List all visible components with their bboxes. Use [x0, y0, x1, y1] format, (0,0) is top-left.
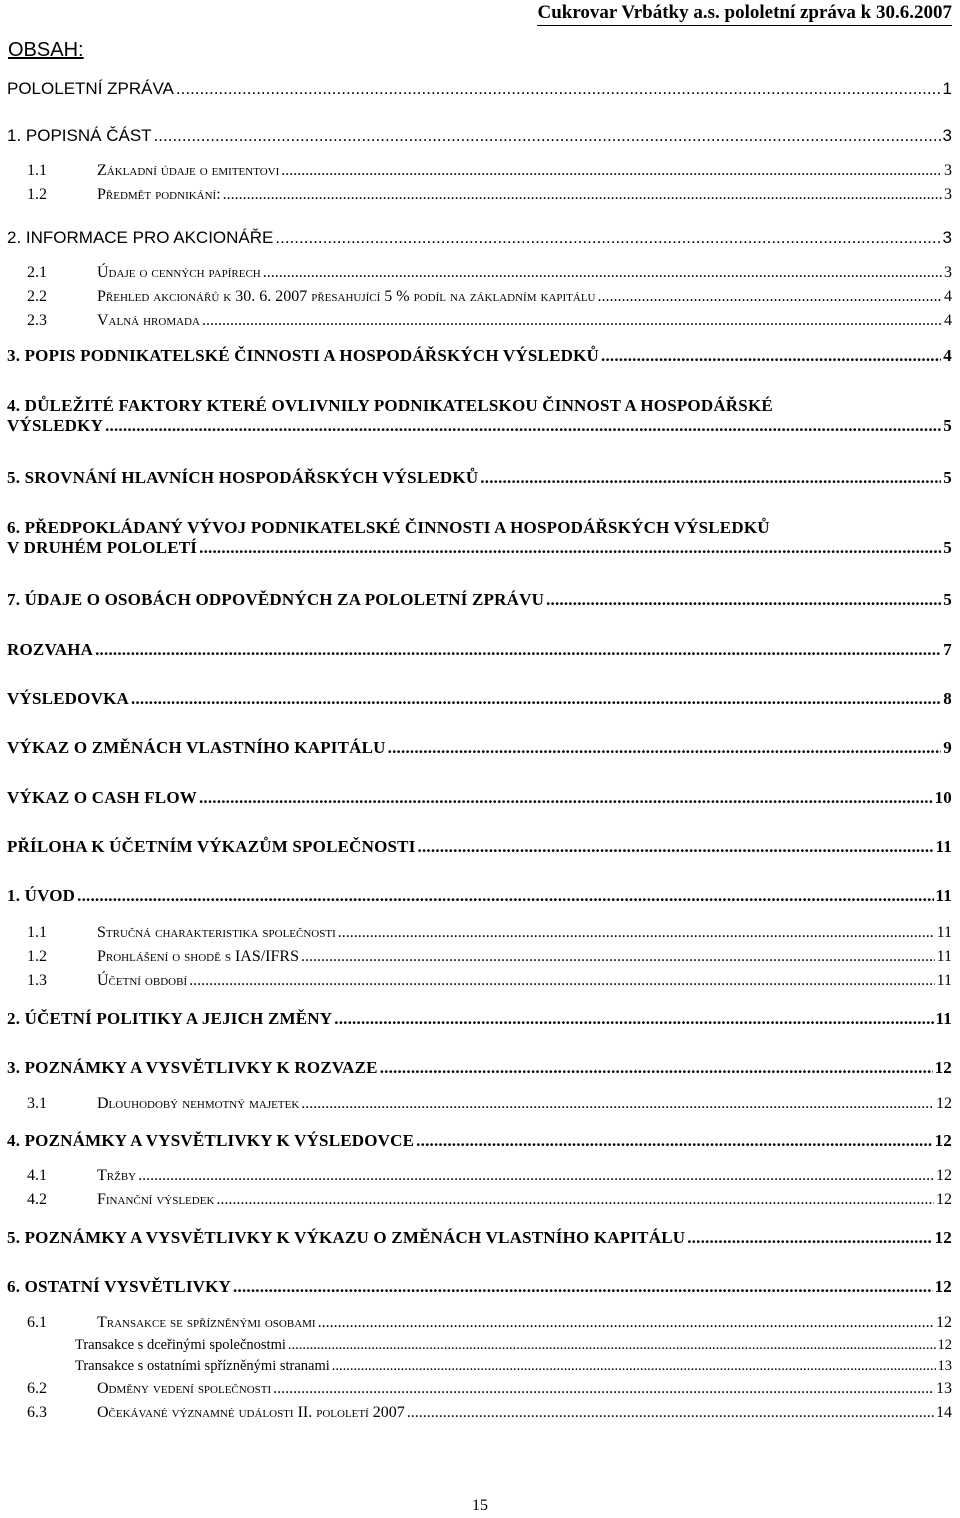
toc-page-number: 12 — [937, 1337, 952, 1353]
toc-page-number: 11 — [935, 837, 952, 856]
toc-page-number: 5 — [943, 468, 952, 487]
toc-entry-text: Údaje o cenných papírech — [97, 264, 261, 281]
toc-page-number: 5 — [943, 537, 952, 557]
toc-entry-number: 1.1 — [27, 162, 47, 179]
toc-page-number: 11 — [935, 886, 952, 905]
toc-leader — [288, 1337, 936, 1354]
toc-page-number: 3 — [944, 162, 952, 179]
toc-entry-text: POLOLETNÍ ZPRÁVA — [7, 79, 174, 98]
toc-entry[interactable] — [7, 1191, 952, 1209]
toc-title: OBSAH: — [8, 39, 84, 61]
toc-entry-text: 2. ÚČETNÍ POLITIKY A JEJICH ZMĚNY — [7, 1009, 333, 1028]
toc-entry[interactable] — [7, 972, 952, 990]
toc-leader — [223, 186, 942, 204]
toc-leader — [301, 1095, 934, 1113]
toc-leader — [131, 689, 941, 709]
toc-page-number: 12 — [936, 1095, 952, 1112]
toc-page-number: 12 — [936, 1314, 952, 1331]
toc-entry-text: 2. INFORMACE PRO AKCIONÁŘE — [7, 228, 274, 247]
toc-entry[interactable] — [7, 288, 952, 306]
toc-entry-text: 6. OSTATNÍ VYSVĚTLIVKY — [7, 1277, 232, 1296]
toc-page-number: 10 — [934, 788, 952, 807]
toc-entry-text: Očekávané významné události II. pololetí 2007 — [97, 1404, 405, 1421]
toc-entry[interactable] — [7, 640, 952, 660]
toc-page-number: 13 — [937, 1358, 952, 1374]
toc-entry[interactable] — [7, 1228, 952, 1248]
toc-entry-number: 6.2 — [27, 1380, 47, 1397]
toc-leader — [154, 126, 941, 146]
toc-page-number: 5 — [943, 415, 952, 435]
toc-leader — [138, 1167, 934, 1185]
toc-entry-number: 4.2 — [27, 1191, 47, 1208]
running-header: Cukrovar Vrbátky a.s. pololetní zpráva k 30.6.2007 — [537, 2, 952, 26]
toc-leader — [418, 837, 934, 857]
toc-page-number: 13 — [936, 1380, 952, 1397]
toc-entry-text-continued: VÝSLEDKY — [7, 415, 104, 435]
toc-entry-number: 2.3 — [27, 312, 47, 329]
toc-page-number: 1 — [942, 79, 952, 98]
toc-entry[interactable] — [7, 312, 952, 330]
toc-leader — [407, 1404, 934, 1422]
toc-leader — [275, 228, 940, 248]
toc-entry-text: Přehled akcionářů k 30. 6. 2007 přesahující 5 % podíl na základním kapitálu — [97, 288, 596, 305]
toc-entry-text: 6. PŘEDPOKLÁDANÝ VÝVOJ PODNIKATELSKÉ ČINNOSTI A HOSPODÁŘSKÝCH VÝSLEDKŮ — [7, 518, 770, 537]
toc-entry[interactable] — [7, 837, 952, 857]
toc-page-number: 14 — [936, 1404, 952, 1421]
toc-entry-number: 1.1 — [27, 924, 47, 941]
toc-leader — [388, 738, 942, 758]
toc-entry-text: Odměny vedení společnosti — [97, 1380, 272, 1397]
toc-page-number: 9 — [943, 738, 952, 757]
toc-leader — [380, 1058, 933, 1078]
toc-entry[interactable] — [7, 886, 952, 906]
toc-entry[interactable] — [7, 1380, 952, 1398]
toc-leader — [601, 346, 941, 366]
toc-entry-text: Tržby — [97, 1167, 137, 1184]
toc-entry-number: 2.1 — [27, 264, 47, 281]
toc-entry[interactable] — [7, 590, 952, 610]
toc-page-number: 3 — [942, 228, 952, 247]
toc-page-number: 11 — [935, 1009, 952, 1028]
toc-entry-number: 6.3 — [27, 1404, 47, 1421]
toc-entry-text: Valná hromada — [97, 312, 200, 329]
toc-entry[interactable] — [7, 948, 952, 966]
toc-entry[interactable] — [75, 1337, 952, 1354]
toc-entry[interactable] — [7, 126, 952, 146]
toc-entry-text: Dlouhodobý nehmotný majetek — [97, 1095, 300, 1112]
toc-leader — [202, 312, 942, 330]
toc-entry-number: 3.1 — [27, 1095, 47, 1112]
toc-page-number: 7 — [943, 640, 952, 659]
toc-entry[interactable] — [7, 1167, 952, 1185]
toc-leader — [480, 468, 941, 488]
toc-entry-text: Transakce se spřízněnými osobami — [97, 1314, 316, 1331]
toc-entry-text: Stručná charakteristika společnosti — [97, 924, 336, 941]
toc-entry[interactable] — [7, 228, 952, 248]
toc-leader — [189, 972, 934, 990]
toc-entry[interactable] — [7, 924, 952, 942]
toc-page-number: 8 — [943, 689, 952, 708]
toc-entry[interactable] — [75, 1358, 952, 1375]
toc-entry[interactable] — [7, 1095, 952, 1113]
toc-entry-number: 1.3 — [27, 972, 47, 989]
toc-leader — [77, 886, 933, 906]
toc-page-number: 3 — [942, 126, 952, 145]
toc-entry[interactable] — [7, 1314, 952, 1332]
toc-entry-text: Transakce s dceřinými společnostmi — [75, 1337, 286, 1353]
toc-leader — [263, 264, 942, 282]
toc-leader — [95, 640, 941, 660]
toc-entry-number: 6.1 — [27, 1314, 47, 1331]
toc-entry-text: 3. POPIS PODNIKATELSKÉ ČINNOSTI A HOSPODÁŘSKÝCH VÝSLEDKŮ — [7, 346, 599, 365]
toc-page-number: 4 — [944, 312, 952, 329]
toc-entry-text: 7. ÚDAJE O OSOBÁCH ODPOVĚDNÝCH ZA POLOLETNÍ ZPRÁVU — [7, 590, 545, 609]
toc-page-number: 3 — [944, 264, 952, 281]
toc-entry-text: 5. SROVNÁNÍ HLAVNÍCH HOSPODÁŘSKÝCH VÝSLEDKŮ — [7, 468, 479, 487]
toc-page-number: 12 — [934, 1058, 952, 1077]
toc-leader — [105, 416, 941, 436]
toc-entry-number: 1.2 — [27, 948, 47, 965]
toc-entry-text: 4. DŮLEŽITÉ FAKTORY KTERÉ OVLIVNILY PODNIKATELSKOU ČINNOST A HOSPODÁŘSKÉ — [7, 396, 773, 415]
toc-entry-text: VÝKAZ O ZMĚNÁCH VLASTNÍHO KAPITÁLU — [7, 738, 386, 757]
toc-page-number: 12 — [934, 1131, 952, 1150]
toc-leader — [546, 590, 941, 610]
toc-leader — [416, 1131, 932, 1151]
toc-entry[interactable] — [7, 186, 952, 204]
toc-entry[interactable] — [7, 518, 952, 557]
toc-page-number: 3 — [944, 186, 952, 203]
toc-entry[interactable] — [7, 689, 952, 709]
toc-entry-text: PŘÍLOHA K ÚČETNÍM VÝKAZŮM SPOLEČNOSTI — [7, 837, 416, 856]
toc-page-number: 11 — [936, 972, 952, 989]
toc-entry-number: 2.2 — [27, 288, 47, 305]
toc-entry-text: 1. POPISNÁ ČÁST — [7, 126, 152, 145]
toc-leader — [273, 1380, 934, 1398]
toc-entry[interactable] — [7, 346, 952, 366]
toc-entry-text: Prohlášení o shodě s IAS/IFRS — [97, 948, 299, 965]
toc-entry[interactable] — [7, 738, 952, 758]
toc-entry[interactable] — [7, 264, 952, 282]
toc-leader — [199, 538, 941, 558]
toc-page-number: 11 — [936, 924, 952, 941]
toc-leader — [281, 162, 942, 180]
toc-leader — [687, 1228, 932, 1248]
toc-leader — [233, 1277, 933, 1297]
toc-entry-text: VÝSLEDOVKA — [7, 689, 129, 708]
toc-leader — [318, 1314, 934, 1332]
toc-entry[interactable] — [7, 468, 952, 488]
toc-entry[interactable] — [7, 1009, 952, 1029]
toc-entry-text: Základní údaje o emitentovi — [97, 162, 280, 179]
toc-entry-text: Transakce s ostatními spřízněnými stranami — [75, 1358, 330, 1374]
toc-leader — [176, 79, 941, 99]
toc-leader — [338, 924, 935, 942]
toc-entry[interactable] — [7, 79, 952, 99]
toc-entry[interactable] — [7, 162, 952, 180]
toc-entry-text: 3. POZNÁMKY A VYSVĚTLIVKY K ROZVAZE — [7, 1058, 378, 1077]
toc-entry-text: Finanční výsledek — [97, 1191, 215, 1208]
toc-page-number: 4 — [943, 346, 952, 365]
toc-entry[interactable] — [7, 1058, 952, 1078]
toc-entry[interactable] — [7, 1404, 952, 1422]
toc-leader — [199, 788, 933, 808]
toc-entry-number: 1.2 — [27, 186, 47, 203]
toc-page-number: 11 — [936, 948, 952, 965]
toc-leader — [216, 1191, 934, 1209]
toc-entry[interactable] — [7, 788, 952, 808]
toc-entry-text: Předmět podnikání: — [97, 186, 221, 203]
toc-leader — [334, 1009, 933, 1029]
toc-entry[interactable] — [7, 1277, 952, 1297]
toc-entry[interactable] — [7, 396, 952, 435]
toc-entry-text: VÝKAZ O CASH FLOW — [7, 788, 197, 807]
toc-leader — [598, 288, 943, 306]
toc-page-number: 12 — [934, 1277, 952, 1296]
toc-entry-text: 4. POZNÁMKY A VYSVĚTLIVKY K VÝSLEDOVCE — [7, 1131, 415, 1150]
toc-page-number: 12 — [936, 1167, 952, 1184]
toc-entry-text: ROZVAHA — [7, 640, 94, 659]
toc-entry-text: 1. ÚVOD — [7, 886, 76, 905]
toc-leader — [332, 1358, 936, 1375]
toc-page-number: 12 — [934, 1228, 952, 1247]
toc-page-number: 12 — [936, 1191, 952, 1208]
toc-page-number: 4 — [944, 288, 952, 305]
toc-page-number: 5 — [943, 590, 952, 609]
toc-entry-text-continued: V DRUHÉM POLOLETÍ — [7, 537, 198, 557]
page-number: 15 — [472, 1497, 488, 1514]
toc-entry-text: 5. POZNÁMKY A VYSVĚTLIVKY K VÝKAZU O ZMĚNÁCH VLASTNÍHO KAPITÁLU — [7, 1228, 686, 1247]
toc-entry-text: Účetní období — [97, 972, 188, 989]
toc-leader — [301, 948, 935, 966]
toc-entry-number: 4.1 — [27, 1167, 47, 1184]
toc-entry[interactable] — [7, 1131, 952, 1151]
